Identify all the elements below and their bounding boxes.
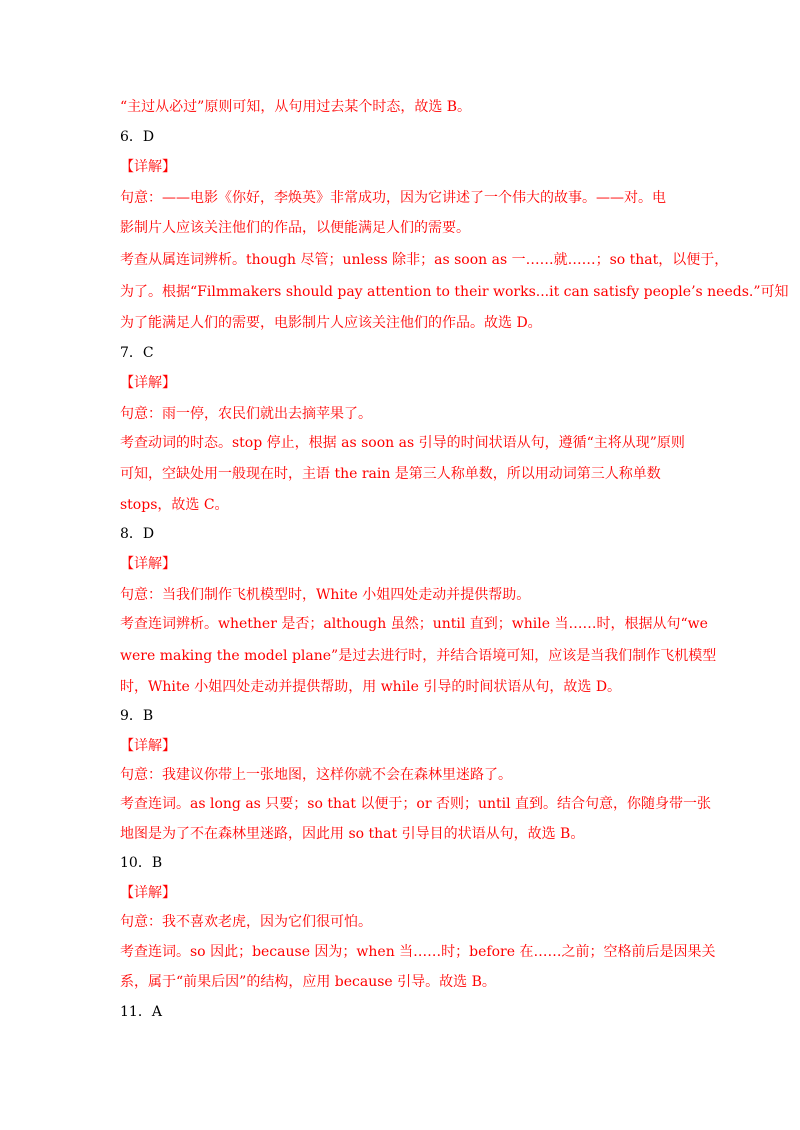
text-line: 考查连词。as long as 只要；so that 以便于；or 否则；until 直到。结合句意，你随身带一张 (120, 796, 712, 812)
answer-number: 6．D (120, 129, 155, 145)
text-line: 句意：我建议你带上一张地图，这样你就不会在森林里迷路了。 (120, 767, 512, 783)
text-line: stops，故选 C。 (120, 497, 229, 513)
text-line: 考查连词辨析。whether 是否；although 虽然；until 直到；while 当……时，根据从句“we (120, 616, 708, 632)
text-line: 地图是为了不在森林里迷路，因此用 so that 引导目的状语从句，故选 B。 (120, 826, 585, 842)
text-line: 句意：雨一停，农民们就出去摘苹果了。 (120, 406, 372, 422)
section-heading: 【详解】 (120, 885, 176, 901)
answer-number: 11．A (120, 1004, 162, 1020)
text-line: 句意：——电影《你好，李焕英》非常成功，因为它讲述了一个伟大的故事。——对。电 (120, 190, 666, 206)
text-line: 句意：我不喜欢老虎，因为它们很可怕。 (120, 914, 372, 930)
text-line: 考查连词。so 因此；because 因为；when 当……时；before 在……之前；空格前后是因果关 (120, 944, 716, 960)
text-line: 为了。根据“Filmmakers should pay attention to their works...it can satisfy people’s needs.”可知 (120, 284, 789, 300)
text-line: 可知，空缺处用一般现在时，主语 the rain 是第三人称单数，所以用动词第三人称单数 (120, 466, 661, 482)
text-line: 系，属于“前果后因”的结构，应用 because 引导。故选 B。 (120, 974, 496, 990)
text-line: were making the model plane”是过去进行时，并结合语境可知，应该是当我们制作飞机模型 (120, 648, 717, 664)
text-line: 考查动词的时态。stop 停止，根据 as soon as 引导的时间状语从句，遵循“主将从现”原则 (120, 435, 685, 451)
answer-number: 9．B (120, 708, 154, 724)
text-line: “主过从必过”原则可知，从句用过去某个时态，故选 B。 (120, 99, 472, 115)
section-heading: 【详解】 (120, 556, 176, 572)
answer-number: 7．C (120, 345, 154, 361)
section-heading: 【详解】 (120, 738, 176, 754)
text-line: 时，White 小姐四处走动并提供帮助，用 while 引导的时间状语从句，故选 D。 (120, 679, 622, 695)
answer-number: 8．D (120, 526, 155, 542)
answer-number: 10．B (120, 855, 163, 871)
text-line: 考查从属连词辨析。though 尽管；unless 除非；as soon as 一……就……；so that，以便于， (120, 252, 729, 268)
section-heading: 【详解】 (120, 159, 176, 175)
text-line: 影制片人应该关注他们的作品，以便能满足人们的需要。 (120, 220, 470, 236)
text-line: 为了能满足人们的需要，电影制片人应该关注他们的作品。故选 D。 (120, 315, 542, 331)
text-line: 句意：当我们制作飞机模型时，White 小姐四处走动并提供帮助。 (120, 587, 531, 603)
section-heading: 【详解】 (120, 375, 176, 391)
